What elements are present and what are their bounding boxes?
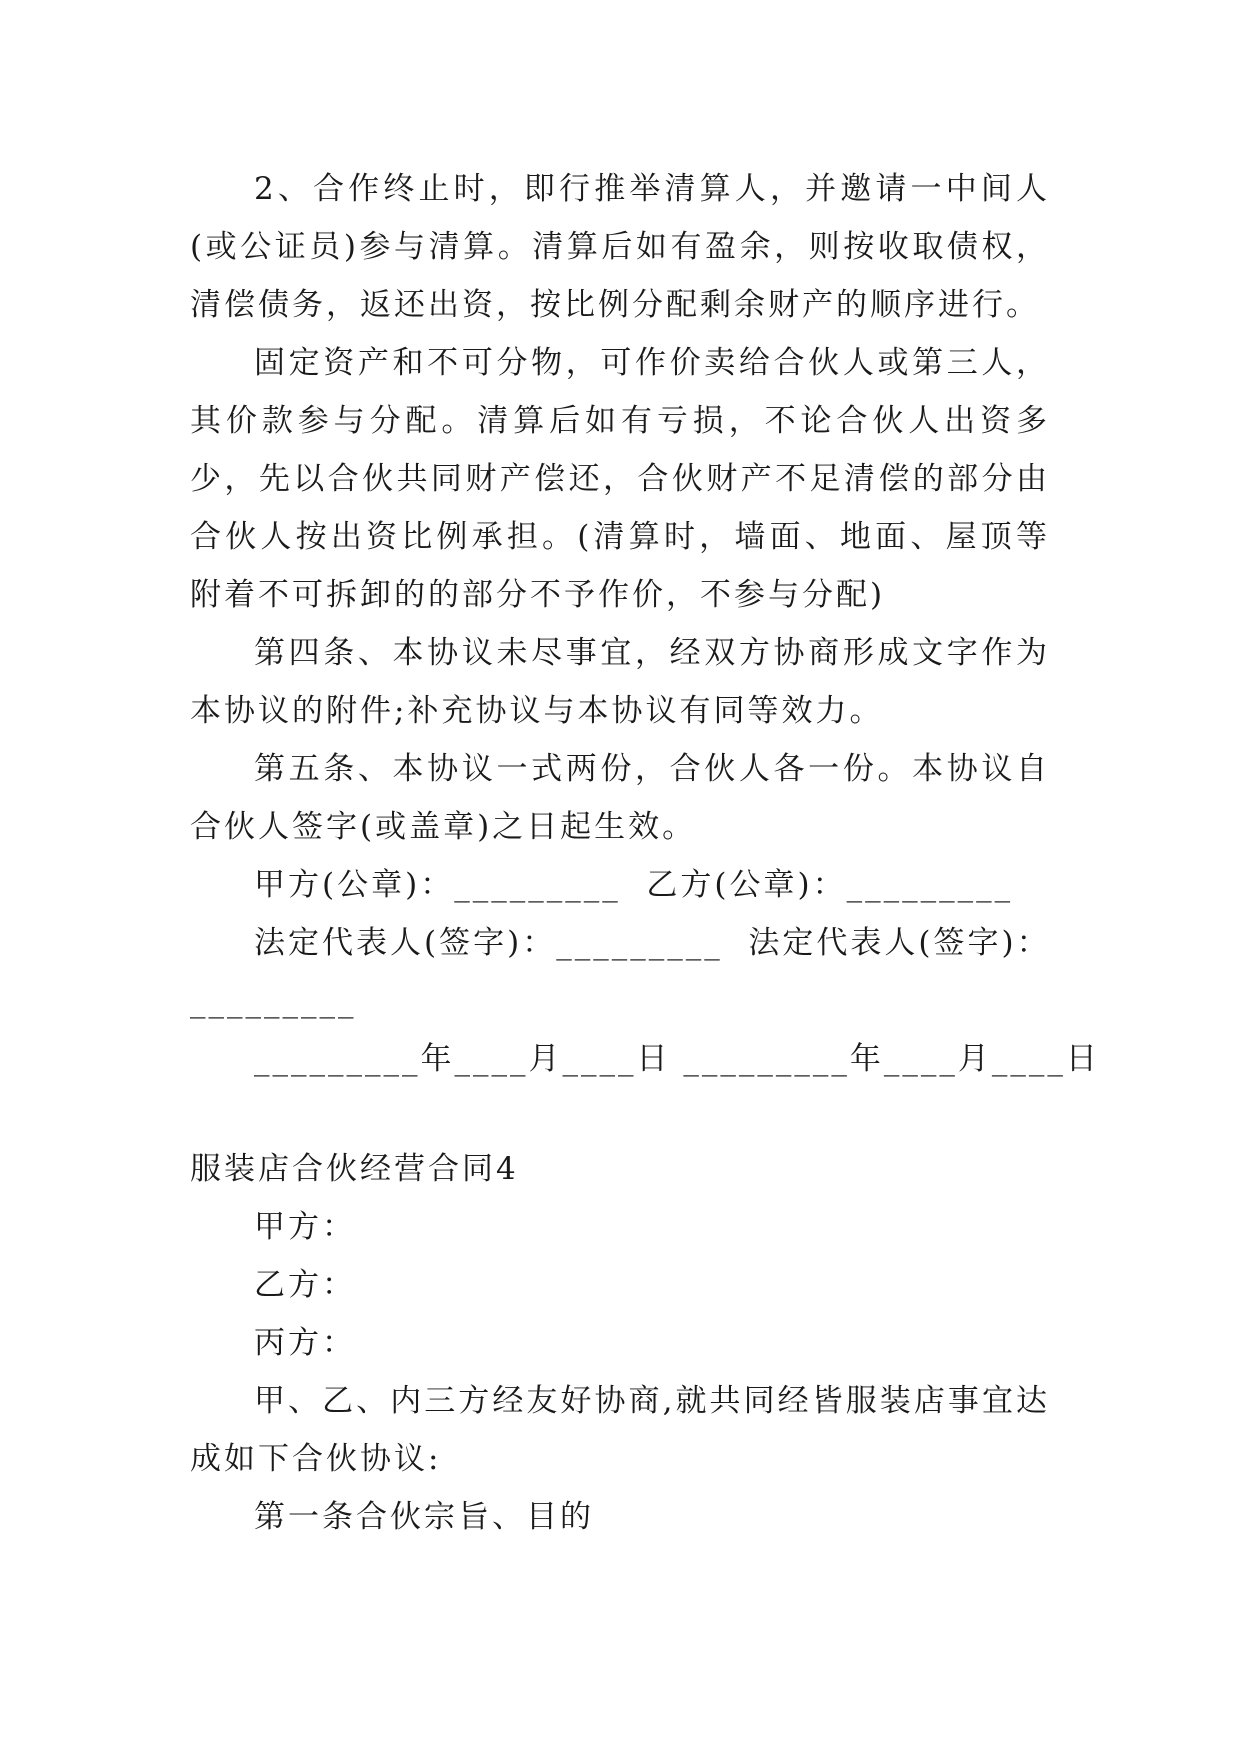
contract-4-intro-paragraph: 甲、乙、内三方经友好协商,就共同经皆服装店事宜达成如下合伙协议: xyxy=(190,1383,1050,1477)
representative-signature-blank: _________ xyxy=(190,983,357,1019)
seal-signature-line: 甲方(公章)：_________ 乙方(公章)：_________ xyxy=(254,867,1014,903)
article-1-heading: 第一条合伙宗旨、目的 xyxy=(254,1499,594,1535)
party-a-label: 甲方： xyxy=(254,1209,356,1245)
fixed-assets-paragraph: 固定资产和不可分物，可作价卖给合伙人或第三人，其价款参与分配。清算后如有亏损，不论合伙人出资多少，先以合伙共同财产偿还，合伙财产不足清偿的部分由合伙人按出资比例承担。(清算时，墙面、地面、屋顶等附着不可拆卸的的部分不予作价，不参与分配) xyxy=(190,345,1050,613)
party-b-label: 乙方： xyxy=(254,1267,356,1303)
representative-signature-line: 法定代表人(签字)：_________ 法定代表人(签字)： xyxy=(254,925,1051,961)
document-body xyxy=(190,160,1100,1546)
contract-4-title: 服装店合伙经营合同4 xyxy=(190,1151,519,1187)
article-5-paragraph: 第五条、本协议一式两份，合伙人各一份。本协议自合伙人签字(或盖章)之日起生效。 xyxy=(190,751,1050,845)
clause-liquidation-paragraph: 2、合作终止时，即行推举清算人，并邀请一中间人(或公证员)参与清算。清算后如有盈余，则按收取债权，清偿债务，返还出资，按比例分配剩余财产的顺序进行。 xyxy=(190,171,1050,323)
signature-date-line: _________年____月____日 _________年____月____日 xyxy=(254,1041,1100,1077)
article-4-paragraph: 第四条、本协议未尽事宜，经双方协商形成文字作为本协议的附件;补充协议与本协议有同等效力。 xyxy=(190,635,1050,729)
party-c-label: 丙方： xyxy=(254,1325,356,1361)
